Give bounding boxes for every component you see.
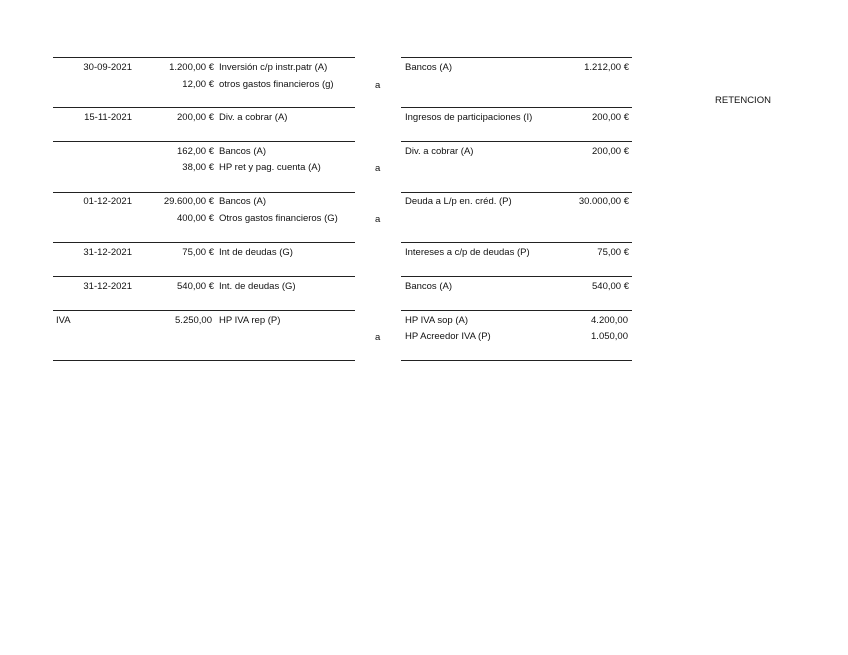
debit-amount: 12,00 € xyxy=(182,79,214,90)
credit-amount: 4.200,00 xyxy=(591,315,628,326)
entry-divider xyxy=(53,276,355,277)
debit-amount: 38,00 € xyxy=(182,162,214,173)
debit-amount: 1.200,00 € xyxy=(169,62,214,73)
debit-account: Otros gastos financieros (G) xyxy=(219,213,338,224)
debit-amount: 200,00 € xyxy=(177,112,214,123)
credit-amount: 1.212,00 € xyxy=(584,62,629,73)
debit-account: Int de deudas (G) xyxy=(219,247,293,258)
credit-amount: 1.050,00 xyxy=(591,331,628,342)
debit-account: otros gastos financieros (g) xyxy=(219,79,334,90)
credit-amount: 30.000,00 € xyxy=(578,196,629,207)
entry-divider xyxy=(401,276,632,277)
credit-account: Ingresos de participaciones (I) xyxy=(405,112,533,123)
credit-account: Bancos (A) xyxy=(405,281,452,292)
entry-label: IVA xyxy=(56,315,71,326)
entry-separator: a xyxy=(375,163,381,174)
debit-account: HP ret y pag. cuenta (A) xyxy=(219,162,321,173)
credit-amount: 540,00 € xyxy=(592,281,629,292)
entry-date: 15-11-2021 xyxy=(84,112,132,123)
entry-divider xyxy=(53,192,355,193)
credit-amount: 200,00 € xyxy=(592,146,629,157)
credit-account: Div. a cobrar (A) xyxy=(405,146,474,157)
entry-separator: a xyxy=(375,214,381,225)
credit-account: HP IVA sop (A) xyxy=(405,315,469,326)
debit-amount: 540,00 € xyxy=(177,281,214,292)
entry-separator: a xyxy=(375,80,381,91)
debit-account: Int. de deudas (G) xyxy=(219,281,296,292)
debit-amount: 29.600,00 € xyxy=(163,196,214,207)
credit-account: Intereses a c/p de deudas (P) xyxy=(405,247,530,258)
debit-amount: 75,00 € xyxy=(182,247,214,258)
entry-divider xyxy=(53,57,355,58)
debit-amount: 162,00 € xyxy=(177,146,214,157)
entry-date: 31-12-2021 xyxy=(83,247,132,258)
entry-divider xyxy=(53,107,355,108)
entry-divider xyxy=(401,107,632,108)
debit-amount: 400,00 € xyxy=(177,213,214,224)
entry-divider xyxy=(401,242,632,243)
entry-separator: a xyxy=(375,332,381,343)
credit-account: HP Acreedor IVA (P) xyxy=(405,331,491,342)
entry-divider xyxy=(53,141,355,142)
retencion-note: RETENCION xyxy=(715,95,771,106)
entry-divider xyxy=(53,242,355,243)
entry-divider xyxy=(53,310,355,311)
entry-divider xyxy=(401,310,632,311)
entry-date: 31-12-2021 xyxy=(83,281,132,292)
credit-amount: 75,00 € xyxy=(597,247,629,258)
entry-date: 01-12-2021 xyxy=(83,196,132,207)
credit-account: Deuda a L/p en. créd. (P) xyxy=(405,196,512,207)
credit-amount: 200,00 € xyxy=(592,112,629,123)
debit-account: Inversión c/p instr.patr (A) xyxy=(219,62,328,73)
entry-divider xyxy=(401,141,632,142)
debit-account: Div. a cobrar (A) xyxy=(219,112,288,123)
entry-divider xyxy=(401,57,632,58)
entry-divider xyxy=(401,360,632,361)
entry-divider xyxy=(401,192,632,193)
entry-date: 30-09-2021 xyxy=(83,62,132,73)
debit-amount: 5.250,00 xyxy=(175,315,212,326)
entry-divider xyxy=(53,360,355,361)
credit-account: Bancos (A) xyxy=(405,62,452,73)
debit-account: HP IVA rep (P) xyxy=(219,315,281,326)
debit-account: Bancos (A) xyxy=(219,146,266,157)
debit-account: Bancos (A) xyxy=(219,196,266,207)
